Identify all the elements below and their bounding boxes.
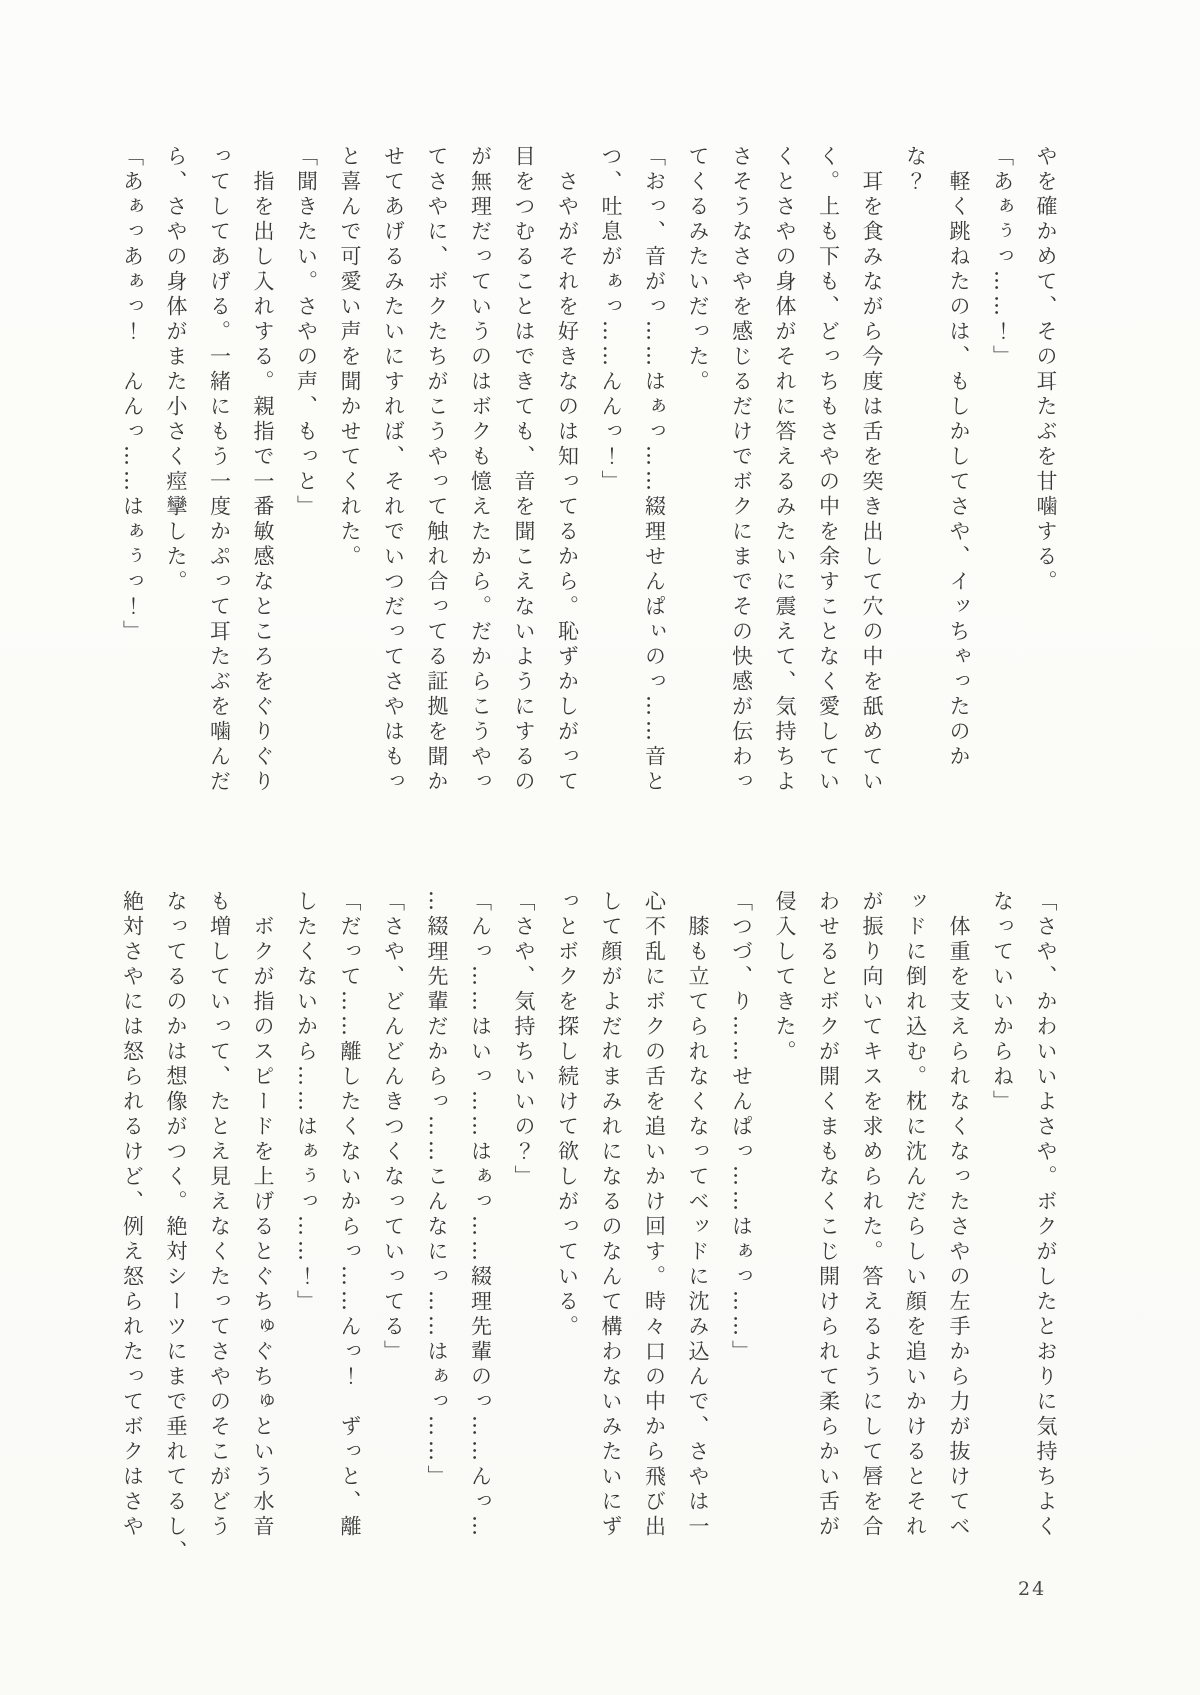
text-column: 目をつむることはできても、音を聞こえないようにするの <box>512 145 536 795</box>
text-column: 「だって……離したくないからっ……んっ！ ずっと、離 <box>338 890 362 1540</box>
text-block-top <box>109 145 1067 825</box>
text-column: が無理だっていうのはボクも憶えたから。だからこうやっ <box>468 145 493 795</box>
text-column: 「さや、どんどんきつくなっていってる」 <box>381 890 406 1365</box>
text-column: したくないから……はぁぅっ……！」 <box>294 890 319 1315</box>
text-column: 耳を食みながら今度は舌を突き出して穴の中を舐めてい <box>860 170 884 795</box>
text-column: 「んっ……はいっ……はぁっ……綴理先輩のっ……んっ… <box>468 890 493 1540</box>
text-column: 体重を支えられなくなったさやの左手から力が抜けてベ <box>947 915 971 1540</box>
text-column: 「あぁっあぁっ！ んんっ……はぁぅっ！」 <box>120 145 145 645</box>
text-column: 侵入してきた。 <box>773 890 797 1065</box>
text-column: ら、さやの身体がまた小さく痙攣した。 <box>164 145 188 595</box>
text-column: 心不乱にボクの舌を追いかけ回す。時々口の中から飛び出 <box>642 890 667 1540</box>
text-column: 絶対さやには怒られるけど、例え怒られたってボクはさや <box>120 890 145 1540</box>
text-column: と喜んで可愛い声を聞かせてくれた。 <box>338 145 362 570</box>
text-column: 「さや、かわいいよさや。ボクがしたとおりに気持ちよく <box>1034 890 1058 1540</box>
text-column: 軽く跳ねたのは、もしかしてさや、イッちゃったのか <box>947 170 971 770</box>
text-column: 「あぁぅっ……！」 <box>990 145 1015 370</box>
text-column: っとボクを探し続けて欲しがっている。 <box>555 890 580 1340</box>
text-column: して顔がよだれまみれになるのなんて構わないみたいにず <box>599 890 623 1540</box>
text-column: わせるとボクが開くまもなくこじ開けられて柔らかい舌が <box>816 890 841 1540</box>
text-column: さやがそれを好きなのは知ってるから。恥ずかしがって <box>555 170 580 795</box>
text-column: せてあげるみたいにすれば、それでいつだってさやはもっ <box>381 145 406 795</box>
text-column: てくるみたいだった。 <box>686 145 710 395</box>
text-column: なっていいからね」 <box>990 890 1015 1115</box>
text-column: くとさやの身体がそれに答えるみたいに震えて、気持ちよ <box>773 145 797 795</box>
text-column: く。上も下も、どっちもさやの中を余すことなく愛してい <box>816 145 841 795</box>
text-column: 指を出し入れする。親指で一番敏感なところをぐりぐり <box>251 170 275 795</box>
text-column: が振り向いてキスを求められた。答えるようにして唇を合 <box>860 890 884 1540</box>
text-column: てさやに、ボクたちがこうやって触れ合ってる証拠を聞か <box>425 145 449 795</box>
text-column: なってるのかは想像がつく。絶対シーツにまで垂れてるし、 <box>164 890 188 1565</box>
text-block-bottom <box>109 890 1067 1570</box>
text-column: つ、吐息がぁっ……んんっ！」 <box>599 145 623 495</box>
text-column: 「つづ、り……せんぱっ……はぁっ……」 <box>729 890 754 1365</box>
text-column: ってしてあげる。一緒にもう一度かぷって耳たぶを噛んだ <box>207 145 232 795</box>
text-column: ッドに倒れ込む。枕に沈んだらしい顔を追いかけるとそれ <box>903 890 928 1540</box>
text-column: な？ <box>903 145 928 195</box>
text-column: 膝も立てられなくなってベッドに沈み込んで、さやは一 <box>686 915 710 1540</box>
page-number: 24 <box>1018 1578 1047 1600</box>
text-column: ボクが指のスピードを上げるとぐちゅぐちゅという水音 <box>251 915 275 1540</box>
text-column: 「聞きたい。さやの声、もっと」 <box>294 145 319 520</box>
text-column: 「おっ、音がっ……はぁっ……綴理せんぱぃのっ……音と <box>642 145 667 795</box>
text-column: 「さや、気持ちいいの？」 <box>512 890 536 1190</box>
text-column: さそうなさやを感じるだけでボクにまでその快感が伝わっ <box>729 145 754 795</box>
text-column: …綴理先輩だからっ……こんなにっ……はぁっ……」 <box>425 890 449 1490</box>
text-column: も増していって、たとえ見えなくたってさやのそこがどう <box>207 890 232 1540</box>
text-column: やを確かめて、その耳たぶを甘噛する。 <box>1034 145 1058 595</box>
